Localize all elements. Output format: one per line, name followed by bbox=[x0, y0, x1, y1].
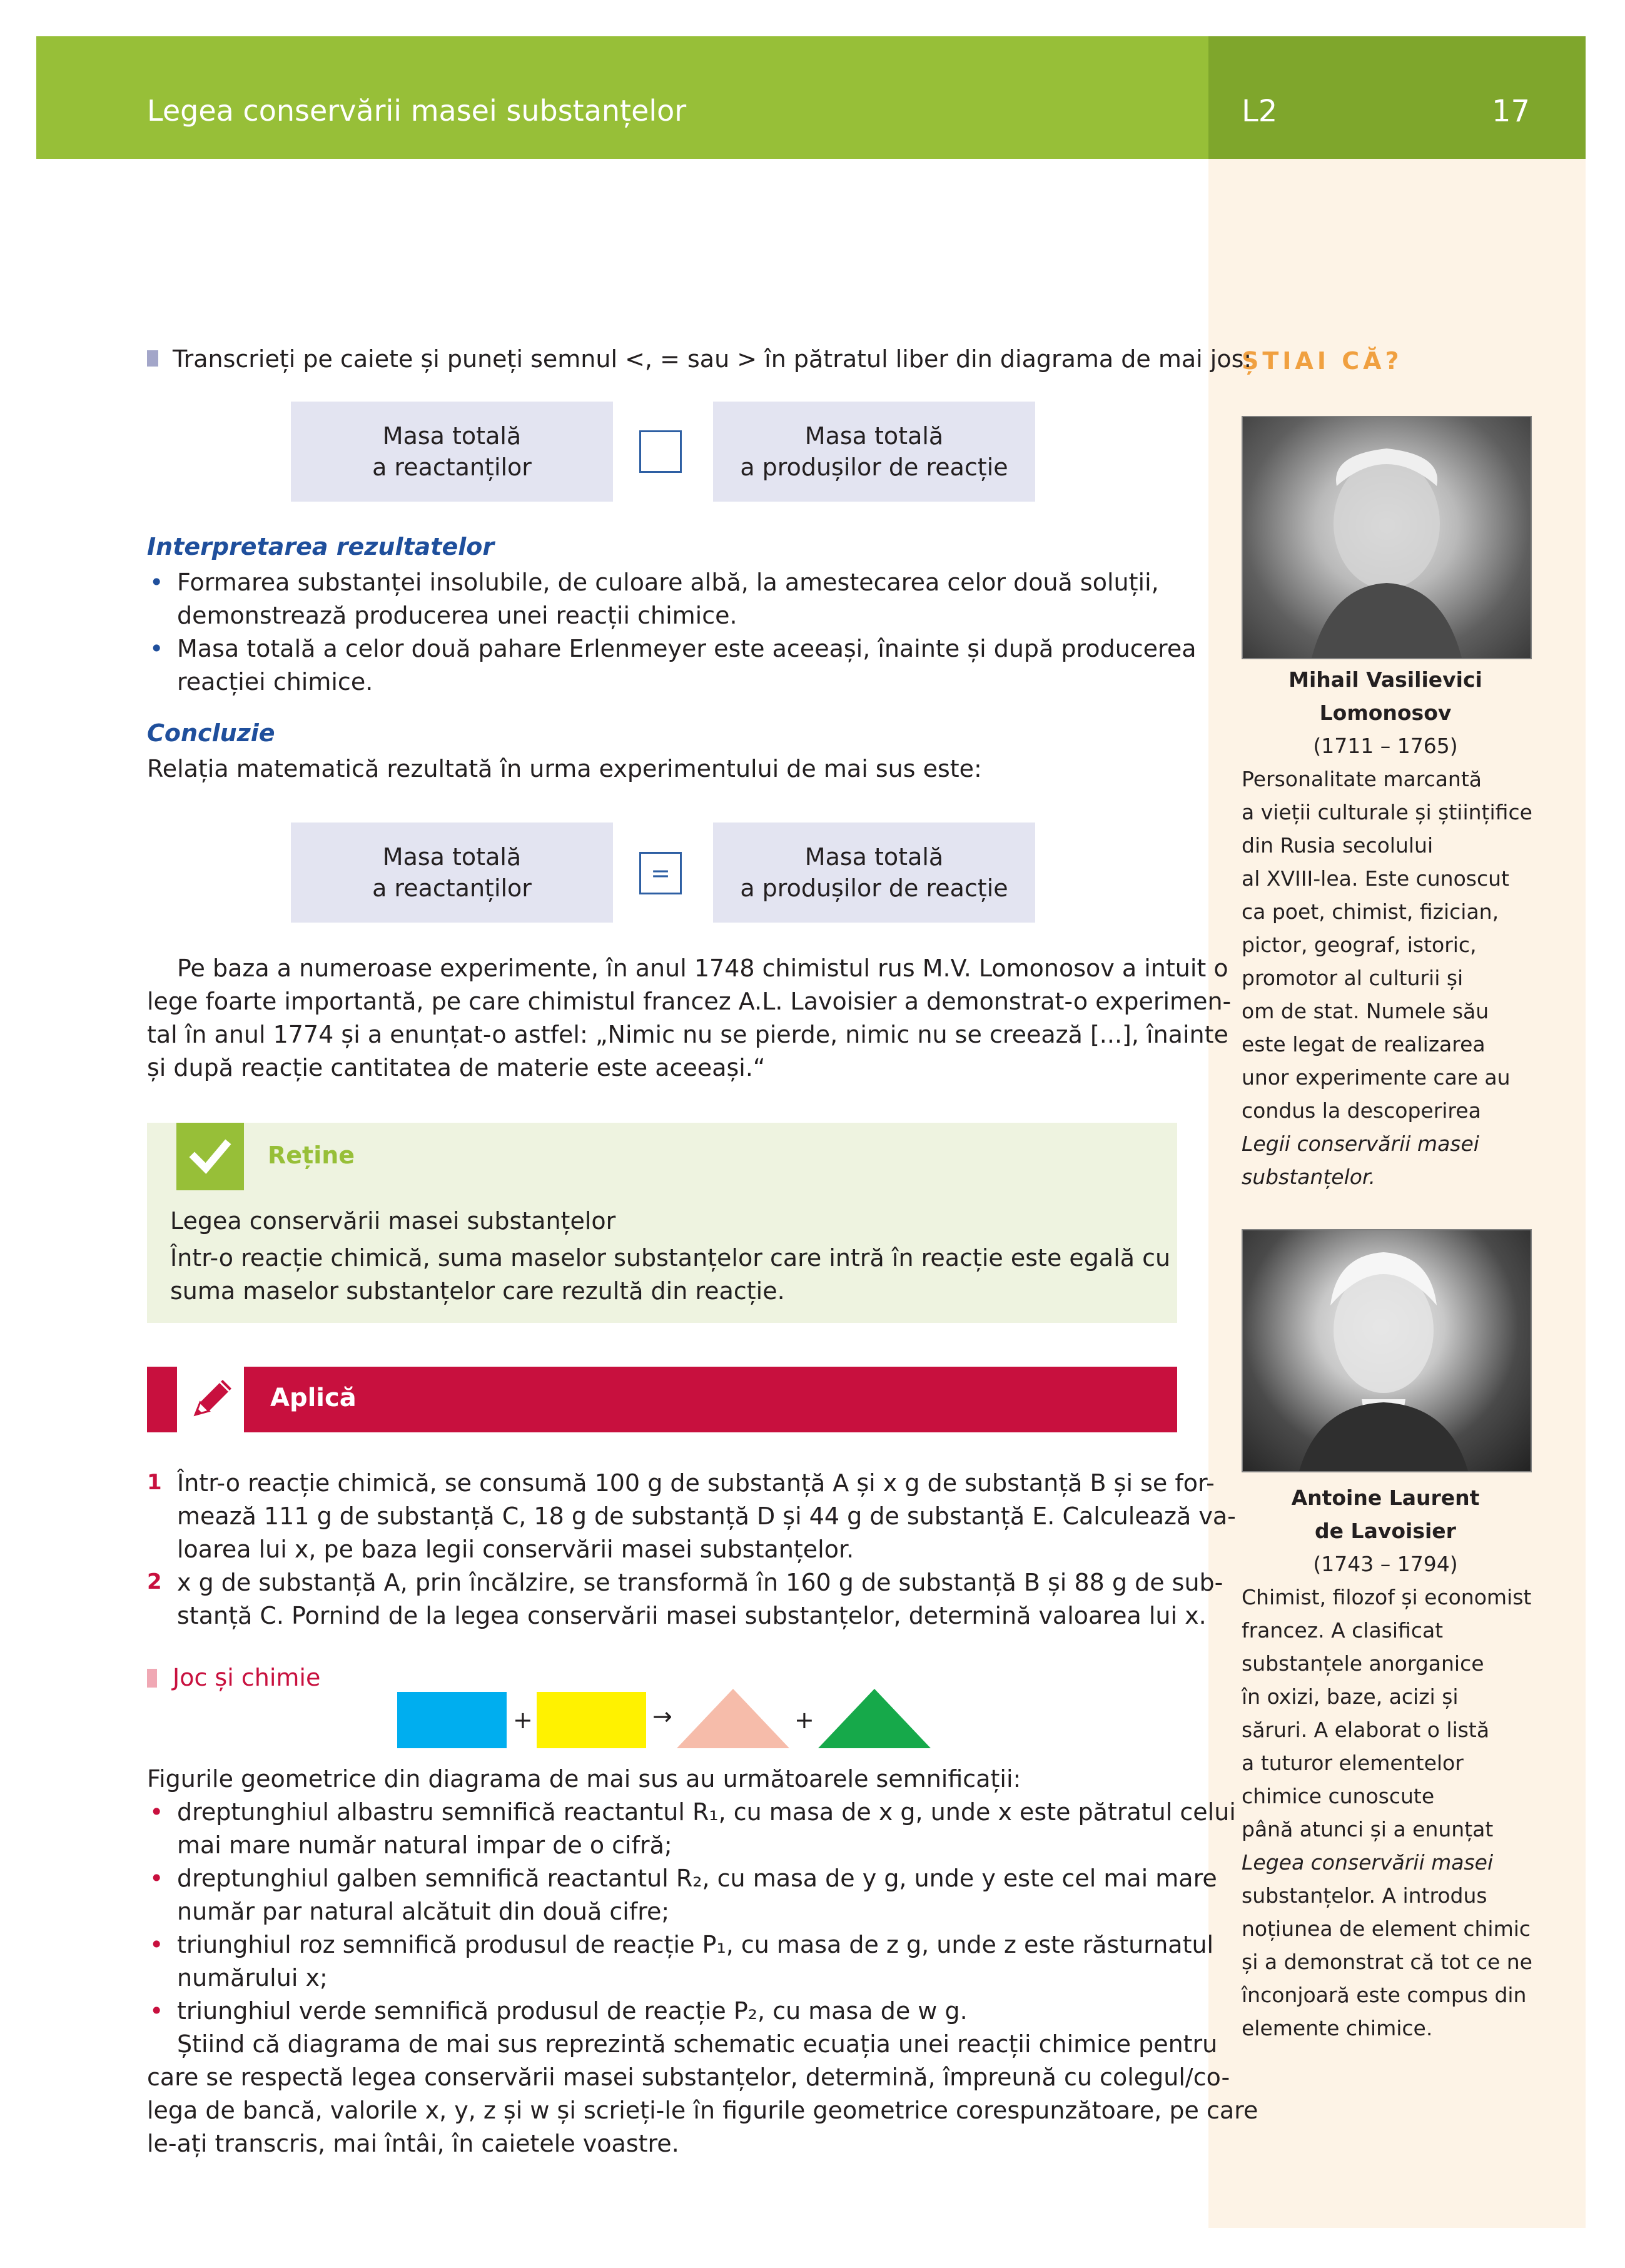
list-item bbox=[147, 1995, 1258, 2028]
bio-line: noțiunea de element chimic bbox=[1242, 1916, 1531, 1941]
interpretation-list bbox=[147, 566, 1197, 699]
checkmark-icon bbox=[176, 1123, 244, 1190]
law-line: suma maselor substanțelor care rezultă din reacție. bbox=[170, 1277, 785, 1305]
bio-line: ca poet, chimist, fizician, bbox=[1242, 899, 1499, 924]
reactants-mass-box bbox=[291, 402, 613, 502]
page-number: 17 bbox=[1492, 94, 1531, 129]
paragraph-line: le-ați transcris, mai întâi, în caietele voastre. bbox=[147, 2130, 679, 2157]
conclusion-heading: Concluzie bbox=[147, 719, 275, 747]
bio-line: până atunci și a enunțat bbox=[1242, 1817, 1494, 1841]
paragraph-line: și după reacție cantitatea de materie este aceeași.“ bbox=[147, 1054, 766, 1081]
list-line: • Formarea substanței insolubile, de culoare albă, la amestecarea celor două soluții, bbox=[177, 569, 1159, 596]
bio-line: Legea conservării masei bbox=[1242, 1850, 1494, 1875]
lesson-label: L2 bbox=[1242, 94, 1278, 129]
equals-sign-box: = bbox=[639, 852, 682, 894]
law-statement bbox=[170, 1242, 1170, 1308]
retine-title: Reține bbox=[268, 1142, 355, 1169]
box-line: Masa totală bbox=[382, 422, 522, 450]
list-line: • dreptunghiul galben semnifică reactantul R₂, cu masa de y g, unde y este cel mai mare bbox=[177, 1865, 1217, 1892]
lavoisier-portrait bbox=[1242, 1229, 1532, 1472]
empty-sign-box bbox=[639, 430, 682, 473]
bio-line: și a demonstrat că tot ce ne bbox=[1242, 1950, 1532, 1974]
exercise-number: 2 bbox=[147, 1569, 162, 1594]
paragraph-line: Știind că diagrama de mai sus reprezintă schematic ecuația unei reacții chimice pentru bbox=[177, 2030, 1218, 2058]
bio-line: substanțele anorganice bbox=[1242, 1651, 1484, 1676]
joc-intro: Figurile geometrice din diagrama de mai sus au următoarele semnificații: bbox=[147, 1765, 1021, 1793]
products-mass-box bbox=[713, 402, 1035, 502]
list-line: mai mare număr natural impar de o cifră; bbox=[177, 1831, 672, 1859]
reactants-mass-box bbox=[291, 823, 613, 923]
bio-line: francez. A clasificat bbox=[1242, 1618, 1444, 1643]
list-item bbox=[147, 1928, 1258, 1995]
bio-line: a tuturor elementelor bbox=[1242, 1751, 1464, 1775]
aplica-accent bbox=[147, 1367, 177, 1432]
pink-triangle bbox=[677, 1689, 789, 1748]
box-line: a reactanților bbox=[372, 453, 532, 481]
bio-line: unor experimente care au bbox=[1242, 1065, 1511, 1090]
law-line: Într-o reacție chimică, suma maselor substanțelor care intră în reacție este egală cu bbox=[170, 1244, 1171, 1272]
lavoisier-name-line2: de Lavoisier bbox=[1315, 1519, 1456, 1543]
bio-line: chimice cunoscute bbox=[1242, 1784, 1435, 1808]
bio-line: este legat de realizarea bbox=[1242, 1032, 1486, 1056]
list-line: • triunghiul verde semnifică produsul de reacție P₂, cu masa de w g. bbox=[177, 1997, 968, 2025]
instruction-bullet bbox=[147, 350, 158, 367]
lomonosov-name-line1: Mihail Vasilievici bbox=[1288, 667, 1482, 692]
bio-line: din Rusia secolului bbox=[1242, 833, 1434, 858]
blue-rectangle bbox=[397, 1692, 507, 1748]
box-line: a produșilor de reacție bbox=[740, 453, 1008, 481]
bio-line: Chimist, filozof și economist bbox=[1242, 1585, 1532, 1609]
lavoisier-dates: (1743 – 1794) bbox=[1313, 1552, 1458, 1576]
aplica-bar bbox=[244, 1367, 1177, 1432]
joc-bullet bbox=[147, 1669, 157, 1688]
exercise-line: mează 111 g de substanță C, 18 g de substanță D și 44 g de substanță E. Calculează va- bbox=[177, 1502, 1236, 1530]
yellow-rectangle bbox=[537, 1692, 646, 1748]
lomonosov-name-line2: Lomonosov bbox=[1319, 701, 1452, 725]
box-line: Masa totală bbox=[804, 422, 944, 450]
joc-title: Joc și chimie bbox=[173, 1664, 321, 1691]
paragraph-line: care se respectă legea conservării masei substanțelor, determină, împreună cu colegul/co- bbox=[147, 2063, 1230, 2091]
bio-line: săruri. A elaborat o listă bbox=[1242, 1718, 1490, 1742]
bio-line: pictor, geograf, istoric, bbox=[1242, 933, 1477, 957]
lomonosov-bio bbox=[1242, 762, 1536, 1193]
interpretation-heading: Interpretarea rezultatelor bbox=[147, 533, 495, 560]
list-line: numărului x; bbox=[177, 1964, 328, 1992]
exercise-number: 1 bbox=[147, 1470, 162, 1495]
lavoisier-name-line1: Antoine Laurent bbox=[1291, 1486, 1480, 1510]
bio-line: promotor al culturii și bbox=[1242, 966, 1464, 990]
green-triangle bbox=[818, 1689, 931, 1748]
exercise-1 bbox=[177, 1467, 1236, 1566]
bio-line: în oxizi, baze, acizi și bbox=[1242, 1684, 1459, 1709]
pencil-icon bbox=[181, 1370, 241, 1429]
paragraph-line: Pe baza a numeroase experimente, în anul 1748 chimistul rus M.V. Lomonosov a intuit o bbox=[177, 954, 1228, 982]
exercise-2 bbox=[177, 1566, 1223, 1633]
lavoisier-bio bbox=[1242, 1581, 1536, 2045]
bio-line: condus la descoperirea bbox=[1242, 1098, 1481, 1123]
exercise-line: Într-o reacție chimică, se consumă 100 g de substanță A și x g de substanță B și se for- bbox=[177, 1469, 1215, 1497]
list-line: demonstrează producerea unei reacții chimice. bbox=[177, 602, 737, 629]
bio-line: a vieții culturale și științifice bbox=[1242, 800, 1532, 824]
products-mass-box bbox=[713, 823, 1035, 923]
bio-line: elemente chimice. bbox=[1242, 2016, 1433, 2040]
bio-line: înconjoară este compus din bbox=[1242, 1983, 1527, 2007]
bio-line: substanțelor. bbox=[1242, 1165, 1375, 1189]
list-line: reacției chimice. bbox=[177, 668, 373, 696]
paragraph-line: lega de bancă, valorile x, y, z și w și scrieți-le în figurile geometrice corespunzătoare, pe care bbox=[147, 2097, 1258, 2124]
law-title: Legea conservării masei substanțelor bbox=[170, 1207, 616, 1235]
list-item bbox=[147, 566, 1197, 632]
box-line: Masa totală bbox=[382, 843, 522, 871]
list-item bbox=[147, 632, 1197, 699]
bio-line: om de stat. Numele său bbox=[1242, 999, 1489, 1023]
bio-line: al XVIII-lea. Este cunoscut bbox=[1242, 866, 1509, 891]
lomonosov-dates: (1711 – 1765) bbox=[1313, 734, 1458, 758]
paragraph-line: tal în anul 1774 și a enunțat-o astfel: „Nimic nu se pierde, nimic nu se creează [...], înainte bbox=[147, 1021, 1228, 1048]
bio-line: Personalitate marcantă bbox=[1242, 767, 1482, 791]
exercise-line: loarea lui x, pe baza legii conservării masei substanțelor. bbox=[177, 1536, 854, 1563]
instruction-text: Transcrieți pe caiete și puneți semnul <, = sau > în pătratul liber din diagrama de mai jos: bbox=[173, 345, 1252, 373]
box-line: Masa totală bbox=[804, 843, 944, 871]
sidebar-title: ȘTIAI CĂ? bbox=[1242, 347, 1403, 375]
header-title: Legea conservării masei substanțelor bbox=[147, 94, 687, 128]
list-item bbox=[147, 1796, 1258, 1862]
list-line: • Masa totală a celor două pahare Erlenmeyer este aceeași, înainte și după producerea bbox=[177, 635, 1197, 662]
list-line: • dreptunghiul albastru semnifică reactantul R₁, cu masa de x g, unde x este pătratul celui bbox=[177, 1798, 1236, 1826]
exercise-line: x g de substanță A, prin încălzire, se transformă în 160 g de substanță B și 88 g de sub- bbox=[177, 1569, 1223, 1596]
box-line: a produșilor de reacție bbox=[740, 874, 1008, 902]
list-line: număr par natural alcătuit din două cifre; bbox=[177, 1898, 670, 1925]
bio-line: Legii conservării masei bbox=[1242, 1131, 1479, 1156]
lomonosov-portrait bbox=[1242, 416, 1532, 659]
joc-list bbox=[147, 1796, 1258, 2160]
box-line: a reactanților bbox=[372, 874, 532, 902]
aplica-title: Aplică bbox=[270, 1384, 357, 1412]
conclusion-text: Relația matematică rezultată în urma experimentului de mai sus este: bbox=[147, 755, 982, 782]
bio-line: substanțelor. A introdus bbox=[1242, 1883, 1487, 1908]
list-line: • triunghiul roz semnifică produsul de reacție P₁, cu masa de z g, unde z este răsturnatul bbox=[177, 1931, 1214, 1958]
exercise-line: stanță C. Pornind de la legea conservării masei substanțelor, determină valoarea lui x. bbox=[177, 1602, 1207, 1629]
arrow-icon: → bbox=[652, 1703, 672, 1730]
plus-sign: + bbox=[513, 1706, 533, 1734]
list-item bbox=[147, 1862, 1258, 1928]
paragraph-line: lege foarte importantă, pe care chimistul francez A.L. Lavoisier a demonstrat-o experimen- bbox=[147, 988, 1232, 1015]
history-paragraph bbox=[147, 952, 1231, 1085]
plus-sign: + bbox=[794, 1706, 814, 1734]
